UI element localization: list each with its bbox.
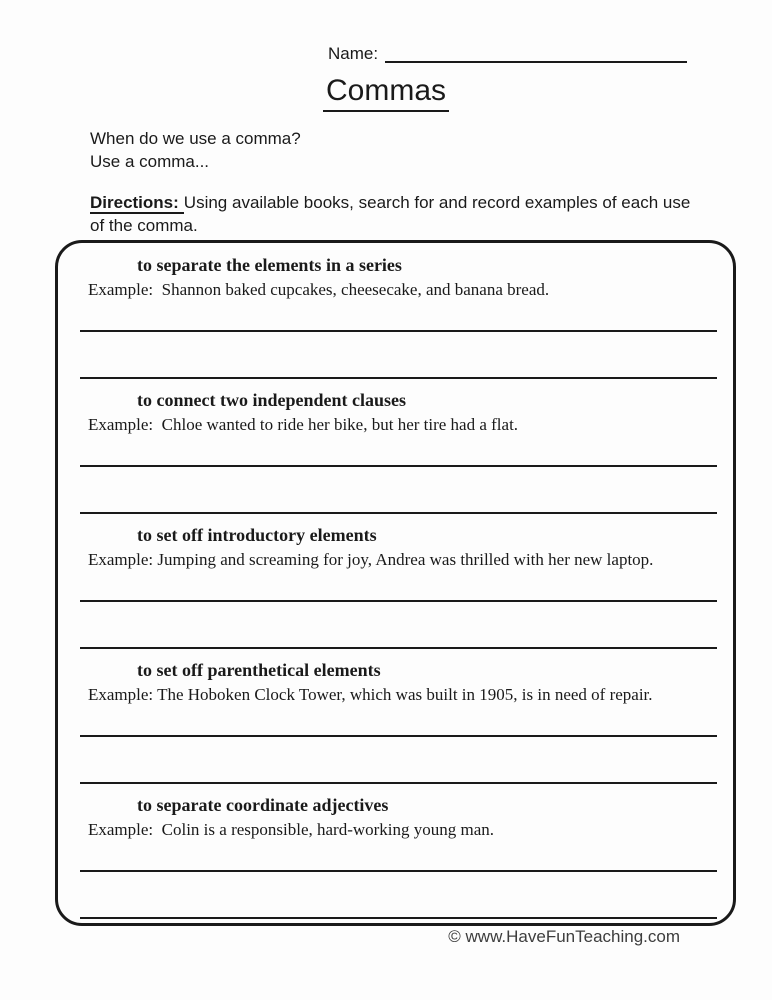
section-heading: to separate the elements in a series xyxy=(137,255,402,275)
writing-line[interactable] xyxy=(80,917,717,919)
writing-line[interactable] xyxy=(80,647,717,649)
section-introductory-elements xyxy=(58,525,733,651)
name-label: Name: xyxy=(328,44,379,63)
directions-text-line2: of the comma. xyxy=(90,216,198,235)
section-example: Example: Jumping and screaming for joy, Andrea was thrilled with her new laptop. xyxy=(88,550,654,569)
worksheet-box xyxy=(55,240,736,926)
section-series xyxy=(58,255,733,381)
intro-text xyxy=(90,127,301,173)
name-blank-line[interactable] xyxy=(385,44,687,63)
page-title: Commas xyxy=(323,74,449,112)
intro-question: When do we use a comma? xyxy=(90,129,301,148)
writing-line[interactable] xyxy=(80,512,717,514)
copyright: © www.HaveFunTeaching.com xyxy=(448,927,680,946)
title-wrap xyxy=(0,74,772,112)
directions-text-line1: Using available books, search for and record examples of each use xyxy=(183,193,691,212)
writing-line[interactable] xyxy=(80,782,717,784)
intro-lead: Use a comma... xyxy=(90,152,210,171)
section-parenthetical-elements xyxy=(58,660,733,786)
writing-line[interactable] xyxy=(80,600,717,602)
writing-line[interactable] xyxy=(80,870,717,872)
writing-line[interactable] xyxy=(80,330,717,332)
section-example: Example: The Hoboken Clock Tower, which was built in 1905, is in need of repair. xyxy=(88,685,653,704)
writing-line[interactable] xyxy=(80,465,717,467)
section-example: Example: Chloe wanted to ride her bike, but her tire had a flat. xyxy=(88,415,519,434)
writing-line[interactable] xyxy=(80,377,717,379)
name-row xyxy=(328,44,687,63)
section-heading: to set off introductory elements xyxy=(137,525,377,545)
section-coordinate-adjectives xyxy=(58,795,733,921)
section-example: Example: Shannon baked cupcakes, cheesecake, and banana bread. xyxy=(88,280,550,299)
section-independent-clauses xyxy=(58,390,733,516)
directions-label: Directions: xyxy=(90,193,184,214)
section-example: Example: Colin is a responsible, hard-working young man. xyxy=(88,820,495,839)
directions xyxy=(90,191,690,237)
section-heading: to set off parenthetical elements xyxy=(137,660,381,680)
section-heading: to connect two independent clauses xyxy=(137,390,406,410)
writing-line[interactable] xyxy=(80,735,717,737)
section-heading: to separate coordinate adjectives xyxy=(137,795,389,815)
